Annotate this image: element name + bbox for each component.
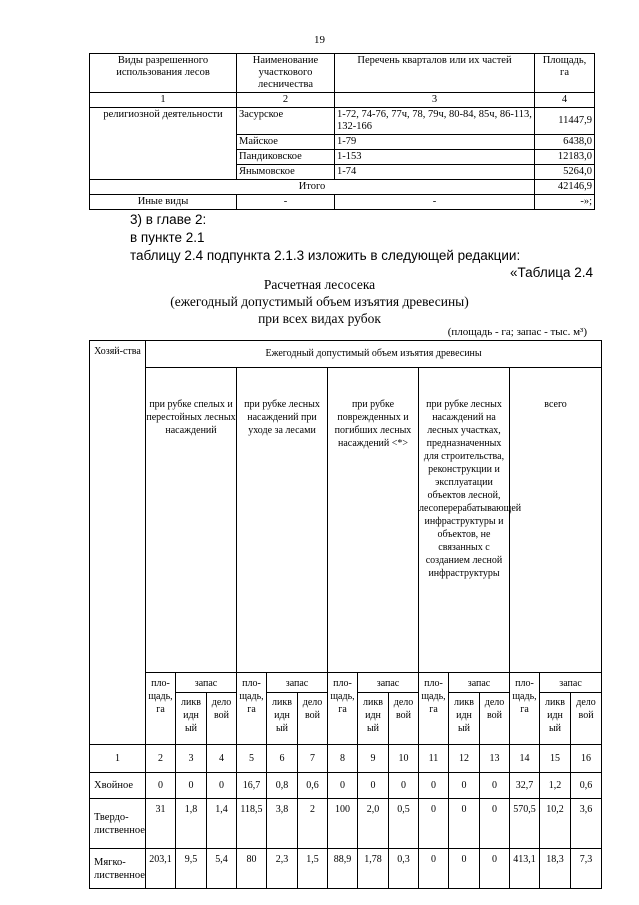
quarters-cell: 1-74 [335, 165, 535, 180]
group-header: при рубке поврежденных и погибших лесных насаждений <*> [328, 368, 419, 673]
value-cell: 16,7 [237, 773, 267, 799]
table-caption: (ежегодный допустимый объем изъятия древесины) [170, 294, 469, 309]
main-header: Ежегодный допустимый объем изъятия древесины [146, 341, 602, 368]
area-header: пло-щадь, га [419, 673, 449, 745]
other-cell: - [237, 195, 335, 210]
col-number: 2 [237, 93, 335, 108]
area-header: пло-щадь, га [146, 673, 176, 745]
value-cell: 0 [146, 773, 176, 799]
value-cell: 0,6 [298, 773, 328, 799]
table-row [90, 773, 602, 799]
business-header: дело вой [571, 693, 602, 745]
col-number: 9 [358, 745, 389, 773]
col-number: 1 [90, 93, 237, 108]
group-header: при рубке спелых и перестойных лесных насаждений [146, 368, 237, 673]
use-type-cell: религиозной деятельности [90, 108, 237, 180]
table-header-row [90, 341, 602, 368]
text-line: таблицу 2.4 подпункта 2.1.3 изложить в следующей редакции: [130, 248, 521, 263]
value-cell: 413,1 [510, 849, 540, 889]
subheader-row [90, 673, 602, 693]
business-header: дело вой [389, 693, 419, 745]
value-cell: 0,8 [267, 773, 298, 799]
area-header: пло-щадь, га [328, 673, 358, 745]
total-row [90, 180, 595, 195]
total-label: Итого [90, 180, 535, 195]
row-label: Хвойное [90, 773, 146, 799]
col-number: 8 [328, 745, 358, 773]
total-value: 42146,9 [535, 180, 595, 195]
value-cell: 0 [449, 773, 480, 799]
value-cell: 118,5 [237, 799, 267, 849]
value-cell: 3,8 [267, 799, 298, 849]
value-cell: 203,1 [146, 849, 176, 889]
value-cell: 10,2 [540, 799, 571, 849]
group-header: всего [510, 368, 602, 673]
quarters-cell: 1-153 [335, 150, 535, 165]
quarters-cell: 1-72, 74-76, 77ч, 78, 79ч, 80-84, 85ч, 86-113, 132-166 [335, 108, 535, 135]
value-cell: 0 [419, 773, 449, 799]
area-cell: 12183,0 [535, 150, 595, 165]
col-number: 3 [335, 93, 535, 108]
business-header: дело вой [207, 693, 237, 745]
value-cell: 0 [480, 849, 510, 889]
header-cell: Виды разрешенного использования лесов [90, 54, 237, 93]
value-cell: 0 [449, 849, 480, 889]
liquid-header: ликв идн ый [267, 693, 298, 745]
other-row [90, 195, 595, 210]
units-note: (площадь - га; запас - тыс. м³) [447, 326, 587, 338]
header-cell: Наименование участкового лесничества [237, 54, 335, 93]
group-header: при рубке лесных насаждений на лесных участках, предназначенных для строительства, реконструкции и эксплуатации объектов лесной, лесоперерабатывающей инфраструктуры и объектов, не связанных с созданием лесной инфраструктуры [419, 368, 510, 673]
other-cell: -»; [535, 195, 595, 210]
value-cell: 31 [146, 799, 176, 849]
value-cell: 0,5 [389, 799, 419, 849]
table-caption: Расчетная лесосека [263, 277, 376, 292]
value-cell: 2 [298, 799, 328, 849]
value-cell: 2,3 [267, 849, 298, 889]
value-cell: 80 [237, 849, 267, 889]
value-cell: 0 [480, 799, 510, 849]
value-cell: 100 [328, 799, 358, 849]
group-header-row [90, 368, 602, 673]
col-number: 14 [510, 745, 540, 773]
value-cell: 1,8 [176, 799, 207, 849]
value-cell: 5,4 [207, 849, 237, 889]
value-cell: 1,2 [540, 773, 571, 799]
allowable-cut-table [89, 340, 602, 889]
value-cell: 0 [389, 773, 419, 799]
col-number: 7 [298, 745, 328, 773]
value-cell: 0,6 [571, 773, 602, 799]
table-row [90, 108, 595, 135]
column-number-row [90, 745, 602, 773]
area-cell: 11447,9 [535, 108, 595, 135]
col-number: 4 [535, 93, 595, 108]
area-header: пло-щадь, га [237, 673, 267, 745]
value-cell: 0,3 [389, 849, 419, 889]
forestry-cell: Засурское [237, 108, 335, 135]
value-cell: 2,0 [358, 799, 389, 849]
value-cell: 88,9 [328, 849, 358, 889]
farm-header: Хозяй-ства [90, 341, 146, 745]
business-header: дело вой [298, 693, 328, 745]
quarters-cell: 1-79 [335, 135, 535, 150]
forestry-cell: Майское [237, 135, 335, 150]
value-cell: 1,5 [298, 849, 328, 889]
header-cell: Перечень кварталов или их частей [335, 54, 535, 93]
value-cell: 0 [358, 773, 389, 799]
value-cell: 0 [419, 849, 449, 889]
value-cell: 9,5 [176, 849, 207, 889]
area-cell: 6438,0 [535, 135, 595, 150]
stock-header: запас [540, 673, 602, 693]
header-cell: Площадь, га [535, 54, 595, 93]
col-number: 3 [176, 745, 207, 773]
col-number: 4 [207, 745, 237, 773]
value-cell: 18,3 [540, 849, 571, 889]
area-cell: 5264,0 [535, 165, 595, 180]
table-row [90, 799, 602, 849]
permitted-use-table [89, 53, 595, 210]
value-cell: 0 [449, 799, 480, 849]
col-number: 6 [267, 745, 298, 773]
table-row [90, 849, 602, 889]
business-header: дело вой [480, 693, 510, 745]
forestry-cell: Пандиковское [237, 150, 335, 165]
value-cell: 0 [328, 773, 358, 799]
stock-header: запас [449, 673, 510, 693]
col-number: 5 [237, 745, 267, 773]
value-cell: 570,5 [510, 799, 540, 849]
table-caption: при всех видах рубок [258, 311, 381, 326]
area-header: пло-щадь, га [510, 673, 540, 745]
col-number: 15 [540, 745, 571, 773]
value-cell: 32,7 [510, 773, 540, 799]
value-cell: 0 [207, 773, 237, 799]
col-number: 2 [146, 745, 176, 773]
liquid-header: ликв идн ый [449, 693, 480, 745]
col-number: 10 [389, 745, 419, 773]
col-number: 16 [571, 745, 602, 773]
stock-header: запас [176, 673, 237, 693]
liquid-header: ликв идн ый [358, 693, 389, 745]
value-cell: 1,4 [207, 799, 237, 849]
value-cell: 0 [176, 773, 207, 799]
col-number: 12 [449, 745, 480, 773]
stock-header: запас [358, 673, 419, 693]
table-reference: «Таблица 2.4 [510, 265, 593, 280]
group-header: при рубке лесных насаждений при уходе за лесами [237, 368, 328, 673]
column-number-row [90, 93, 595, 108]
text-line: 3) в главе 2: [130, 212, 207, 227]
text-line: в пункте 2.1 [130, 230, 205, 245]
col-number: 1 [90, 745, 146, 773]
stock-header: запас [267, 673, 328, 693]
table-header-row [90, 54, 595, 93]
value-cell: 0 [419, 799, 449, 849]
other-label: Иные виды [90, 195, 237, 210]
col-number: 13 [480, 745, 510, 773]
liquid-header: ликв идн ый [540, 693, 571, 745]
col-number: 11 [419, 745, 449, 773]
value-cell: 1,78 [358, 849, 389, 889]
value-cell: 0 [480, 773, 510, 799]
liquid-header: ликв идн ый [176, 693, 207, 745]
forestry-cell: Янымовское [237, 165, 335, 180]
value-cell: 7,3 [571, 849, 602, 889]
other-cell: - [335, 195, 535, 210]
row-label: Твердо-лиственное [90, 799, 146, 849]
row-label: Мягко-лиственное [90, 849, 146, 889]
page-number: 19 [314, 34, 325, 46]
value-cell: 3,6 [571, 799, 602, 849]
